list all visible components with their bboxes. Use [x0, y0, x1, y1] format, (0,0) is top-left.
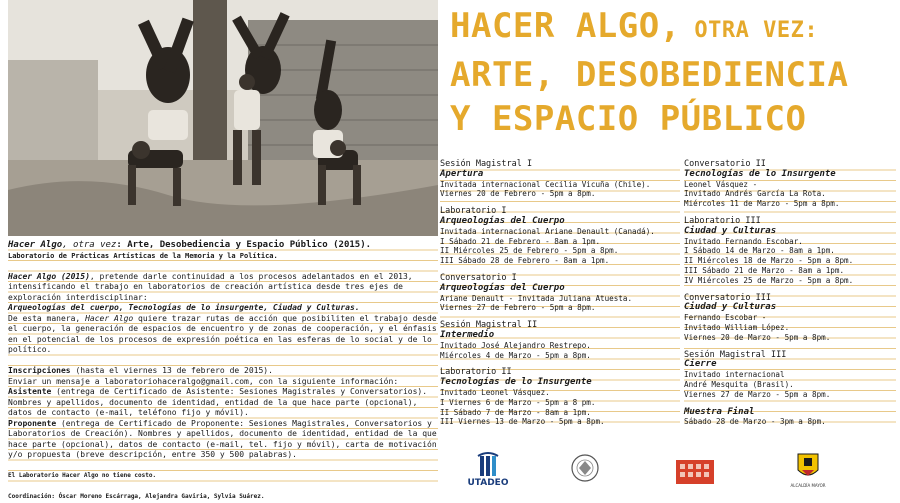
- session-detail: I Sábado 21 de Febrero - 8am a 1pm.: [440, 236, 601, 246]
- schedule-column-right: [684, 160, 896, 430]
- session-detail: Sábado 28 de Marzo - 3pm a 8pm.: [684, 417, 826, 427]
- session-type: Conversatorio II: [684, 159, 766, 169]
- session-type: Laboratorio I: [440, 206, 507, 217]
- session-detail: Miércoles 4 de Marzo - 5pm a 8pm.: [440, 350, 591, 360]
- session-type: Sesión Magistral III: [684, 349, 787, 360]
- session-detail: II Miércoles 18 de Marzo - 5pm a 8pm.: [684, 256, 854, 266]
- session-detail: Invitada internacional Ariane Denault (Canadá).: [440, 226, 655, 236]
- session-detail: IV Miércoles 25 de Marzo - 5pm a 8pm.: [684, 275, 854, 285]
- title-hacer-algo: HACER ALGO,: [450, 6, 681, 46]
- session-title: Tecnologías de lo Insurgente: [440, 377, 592, 388]
- caption-subtitle: Laboratorio de Prácticas Artísticas de la Memoria y la Política.: [8, 251, 278, 260]
- session-title: Arqueologías del Cuerpo: [440, 282, 565, 293]
- schedule-session: [440, 274, 680, 313]
- session-detail: III Viernes 13 de Marzo - 5pm a 8pm.: [440, 417, 605, 427]
- session-detail: II Sábado 7 de Marzo - 8am a 1pm.: [440, 407, 591, 417]
- memory-center-icon: [672, 452, 718, 490]
- session-type: Laboratorio III: [684, 215, 761, 226]
- schedule-session: [684, 408, 896, 428]
- alcaldia-logo: [780, 452, 836, 490]
- session-detail: Invitado Leonel Vásquez.: [440, 387, 550, 397]
- schedule-session: [684, 160, 896, 209]
- schedule-column-left: [440, 160, 680, 430]
- memory-center-logo: [672, 452, 718, 490]
- session-detail: André Mesquita (Brasil).: [684, 379, 794, 389]
- session-detail: Invitada internacional Cecilia Vicuña (Chile).: [440, 179, 651, 189]
- session-detail: Invitado Andrés García La Rota.: [684, 189, 826, 199]
- session-detail: Invitado José Alejandro Restrepo.: [440, 340, 591, 350]
- schedule-session: [684, 294, 896, 343]
- session-type: Sesión Magistral I: [440, 159, 533, 169]
- coordination-note: Coordinación: Óscar Moreno Escárraga, Alejandra Gaviria, Sylvia Suárez.: [8, 493, 265, 500]
- schedule-session: [684, 351, 896, 400]
- session-detail: Viernes 27 de Marzo - 5pm a 8pm.: [684, 389, 831, 399]
- session-type: Sesión Magistral II: [440, 320, 538, 331]
- session-title: Ciudad y Culturas: [684, 302, 777, 313]
- session-detail: Invitado internacional: [684, 370, 785, 380]
- intro-axes: Arqueologías del cuerpo, Tecnologías de lo insurgente, Ciudad y Culturas.: [8, 303, 360, 312]
- session-detail: Ariane Denault - Invitada Juliana Atuesta.: [440, 293, 633, 303]
- title-otra-vez: OTRA VEZ:: [680, 18, 819, 43]
- poster-title: [450, 4, 895, 146]
- session-detail: I Sábado 14 de Marzo - 8am a 1pm.: [684, 246, 835, 256]
- utadeo-label: UTADEO: [467, 478, 509, 488]
- session-detail: Invitado William López.: [684, 322, 790, 332]
- session-detail: Viernes 20 de Febrero - 5pm a 8pm.: [440, 189, 596, 199]
- seal-icon: [565, 452, 605, 490]
- alcaldia-label: ALCALDÍA MAYOR: [790, 483, 826, 488]
- acrobats-photo: [8, 0, 438, 236]
- session-detail: III Sábado 21 de Marzo - 8am a 1pm.: [684, 265, 845, 275]
- title-line-1: [450, 4, 895, 53]
- schedule-session: [440, 207, 680, 266]
- session-title: Cierre: [684, 359, 717, 370]
- session-detail: Viernes 20 de Marzo - 5pm a 8pm.: [684, 332, 831, 342]
- registration-email: Enviar un mensaje a laboratoriohaceralgo@gmail.com, con la siguiente información:: [8, 376, 399, 386]
- session-detail: Leonel Vásquez -: [684, 179, 758, 189]
- registration-asistente: Asistente (entrega de Certificado de Asistente: Sesiones Magistrales y Conversatorios). Nombres y apellidos, documento de identidad, entidad de la que hace parte (opcional), datos de contacto (e-mail, teléfono fijo y móvil).: [8, 387, 428, 417]
- session-detail: Miércoles 11 de Marzo - 5pm a 8pm.: [684, 199, 840, 209]
- session-title: Apertura: [440, 168, 484, 179]
- session-detail: Fernando Escobar -: [684, 313, 767, 323]
- description-column: [8, 240, 438, 500]
- schedule-session: [684, 217, 896, 286]
- title-line-2: ARTE, DESOBEDIENCIA: [450, 55, 849, 95]
- registration-proponente: Proponente (entrega de Certificado de Proponente: Sesiones Magistrales, Conversatorios y Laboratorios de Creación). Nombres y apellidos, documento de identidad, entidad de la que hace parte (opcional), datos de contacto (e-mail, tel. fijo y móvil), carta de motivación y/o propuesta (breve descripción, entre 350 y 500 palabras).: [8, 418, 437, 459]
- session-type: Laboratorio II: [440, 367, 512, 378]
- caption-title: Hacer Algo, otra vez: Arte, Desobediencia y Espacio Público (2015).: [8, 240, 372, 250]
- schedule-session: [440, 321, 680, 360]
- sponsor-logos: [440, 452, 896, 490]
- session-detail: I Viernes 6 de Marzo - 5pm a 8 pm.: [440, 397, 596, 407]
- utadeo-logo: [458, 452, 518, 490]
- bogota-crest-icon: [780, 452, 836, 482]
- session-type: Conversatorio III: [684, 292, 771, 303]
- session-detail: Invitado Fernando Escobar.: [684, 236, 803, 246]
- session-title: Intermedio: [440, 329, 495, 340]
- session-detail: III Sábado 28 de Febrero - 8am a 1pm.: [440, 256, 610, 266]
- schedule-session: [440, 368, 680, 427]
- free-note: El Laboratorio Hacer Algo no tiene costo.: [8, 472, 157, 479]
- utadeo-emblem-icon: [458, 452, 518, 478]
- schedule-session: [440, 160, 680, 199]
- session-type: Conversatorio I: [440, 272, 517, 283]
- session-detail: II Miércoles 25 de Febrero - 5pm a 8pm.: [440, 246, 619, 256]
- registration-heading: Inscripciones (hasta el viernes 13 de febrero de 2015).: [8, 366, 273, 375]
- session-title: Muestra Final: [684, 406, 755, 417]
- session-title: Arqueologías del Cuerpo: [440, 215, 565, 226]
- intro-paragraph: Hacer Algo (2015), pretende darle continuidad a los procesos adelantados en el 2013, intensificando el trabajo en laboratorios de creación artística desde tres ejes de exploración interdisciplinar:: [8, 271, 413, 302]
- session-title: Ciudad y Culturas: [684, 225, 777, 236]
- intro-paragraph-2: De esta manera, Hacer Algo quiere trazar rutas de acción que posibiliten el trabajo desde el cuerpo, la generación de espacios de encuentro y de zonas de cooperación, y el énfasis en el potencial de los procesos de expresión poética en las esferas de lo social y de lo político.: [8, 313, 437, 354]
- university-seal-logo: [565, 452, 605, 490]
- session-detail: Viernes 27 de Febrero - 5pm a 8pm.: [440, 303, 596, 313]
- session-title: Tecnologías de lo Insurgente: [684, 168, 836, 179]
- title-line-3: Y ESPACIO PÚBLICO: [450, 99, 807, 139]
